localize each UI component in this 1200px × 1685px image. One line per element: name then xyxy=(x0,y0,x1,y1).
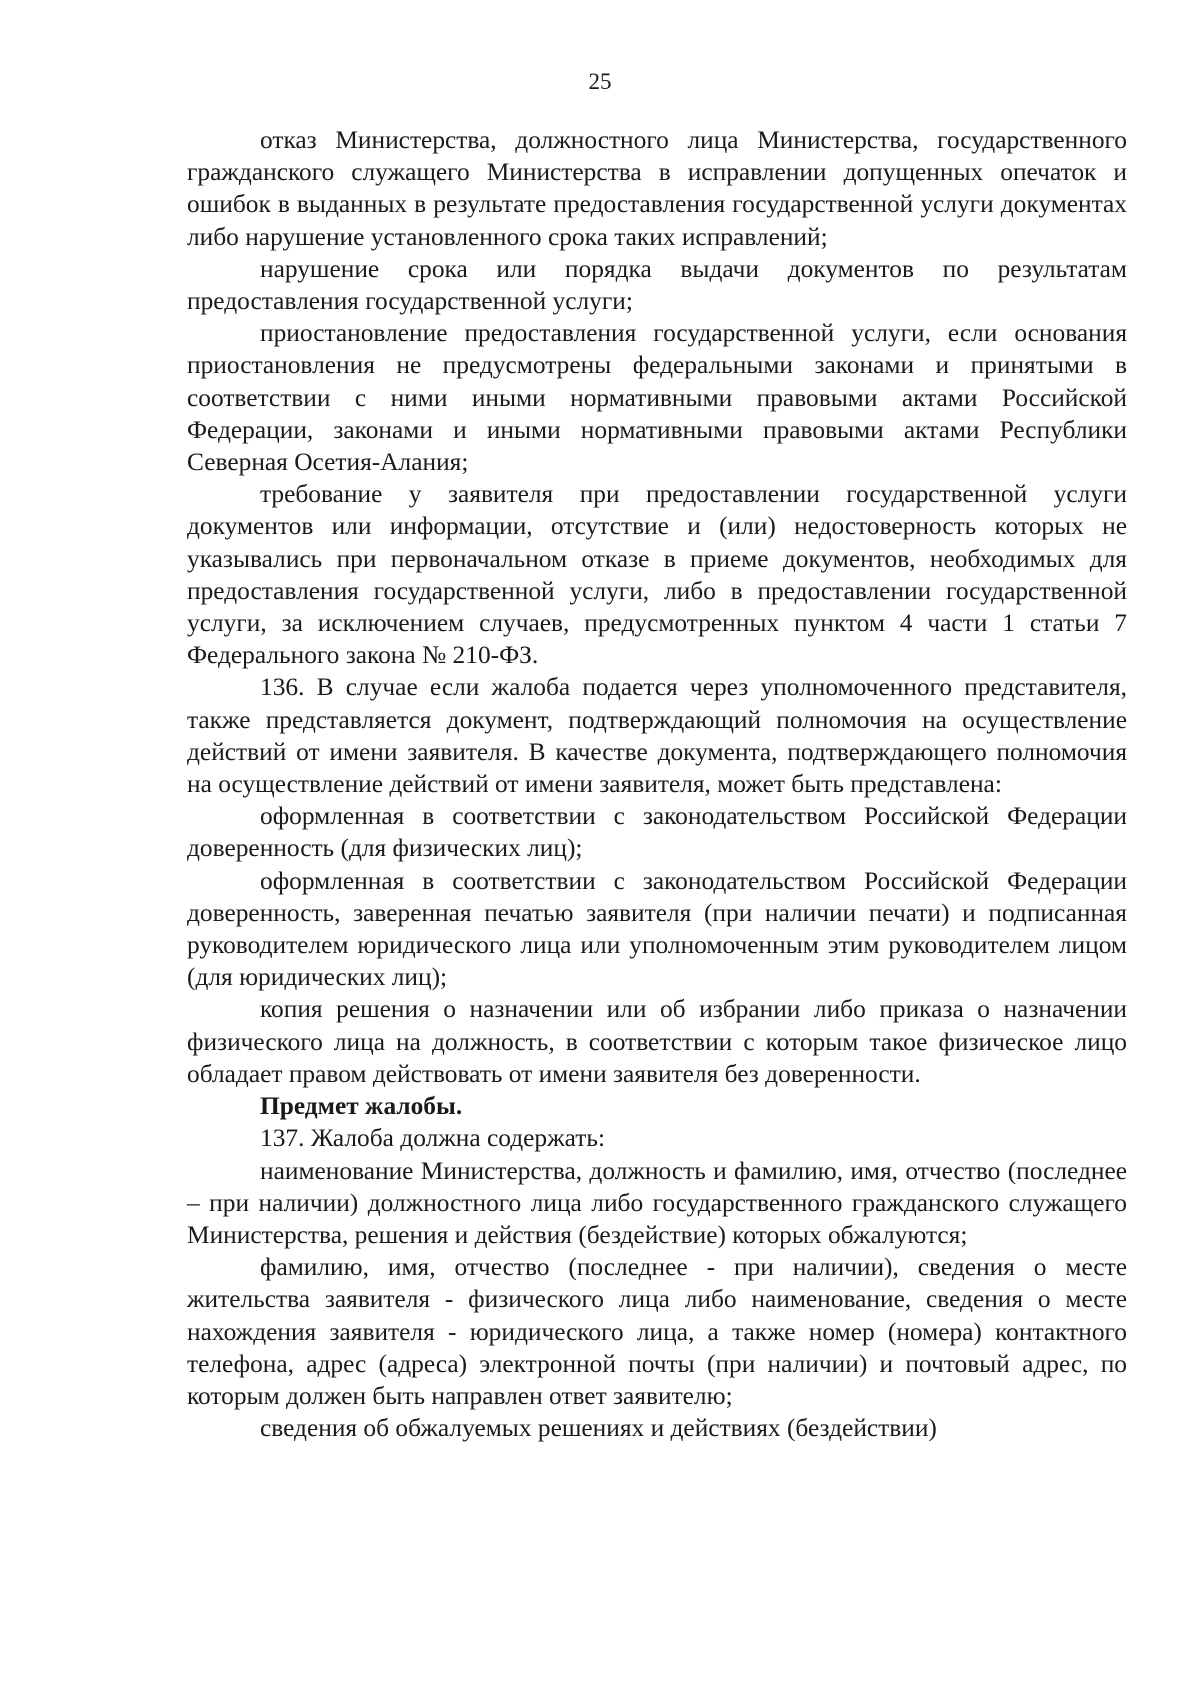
section-heading: Предмет жалобы. xyxy=(260,1092,463,1121)
paragraph-power-of-attorney-individuals: оформленная в соответствии с законодательством Российской Федерации доверенность (для физических лиц); xyxy=(187,802,1127,863)
paragraph-appointment-copy: копия решения о назначении или об избрании либо приказа о назначении физического лица на должность, в соответствии с которым такое физическое лицо обладает правом действовать от имени заявителя без доверенности. xyxy=(187,995,1127,1088)
paragraph-deadline-violation: нарушение срока или порядка выдачи документов по результатам предоставления государственной услуги; xyxy=(187,254,1127,316)
paragraph-137: 137. Жалоба должна содержать: xyxy=(260,1124,605,1153)
paragraph-refusal-correction: отказ Министерства, должностного лица Министерства, государственного гражданского служащего Министерства в исправлении допущенных опечаток и ошибок в выданных в результате предоставления государственной услуги документах либо нарушение установленного срока таких исправлений; xyxy=(187,126,1127,251)
document-body xyxy=(187,124,1127,1444)
paragraph-applicant-details: фамилию, имя, отчество (последнее - при наличии), сведения о месте жительства заявителя - физического лица либо наименование, сведения о месте нахождения заявителя - юридического лица, а также номер (номера) контактного телефона, адрес (адреса) электронной почты (при наличии) и почтовый адрес, по которым должен быть направлен ответ заявителю; xyxy=(187,1253,1127,1410)
paragraph-document-requirement: требование у заявителя при предоставлении государственной услуги документов или информации, отсутствие и (или) недостоверность которых не указывались при первоначальном отказе в приеме документов, необходимых для предоставления государственной услуги, либо в предоставлении государственной услуги, за исключением случаев, предусмотренных пунктом 4 части 1 статьи 7 Федерального закона № 210-ФЗ. xyxy=(187,480,1127,670)
paragraph-136: 136. В случае если жалоба подается через уполномоченного представителя, также представляется документ, подтверждающий полномочия на осуществление действий от имени заявителя. В качестве документа, подтверждающего полномочия на осуществление действий от имени заявителя, может быть представлена: xyxy=(187,673,1127,799)
paragraph-power-of-attorney-legal: оформленная в соответствии с законодательством Российской Федерации доверенность, заверенная печатью заявителя (при наличии печати) и подписанная руководителем юридического лица или уполномоченным этим руководителем лицом (для юридических лиц); xyxy=(187,866,1127,992)
page-number: 25 xyxy=(588,69,612,94)
paragraph-appealed-decisions: сведения об обжалуемых решениях и действиях (бездействии) xyxy=(260,1414,937,1443)
paragraph-suspension: приостановление предоставления государственной услуги, если основания приостановления не предусмотрены федеральными законами и принятыми в соответствии с ними иными нормативными правовыми актами Российской Федерации, законами и иными нормативными правовыми актами Республики Северная Осетия-Алания; xyxy=(187,319,1127,477)
paragraph-ministry-name: наименование Министерства, должность и фамилию, имя, отчество (последнее – при наличии) должностного лица либо государственного гражданского служащего Министерства, решения и действия (бездействие) которых обжалуются; xyxy=(187,1156,1127,1249)
